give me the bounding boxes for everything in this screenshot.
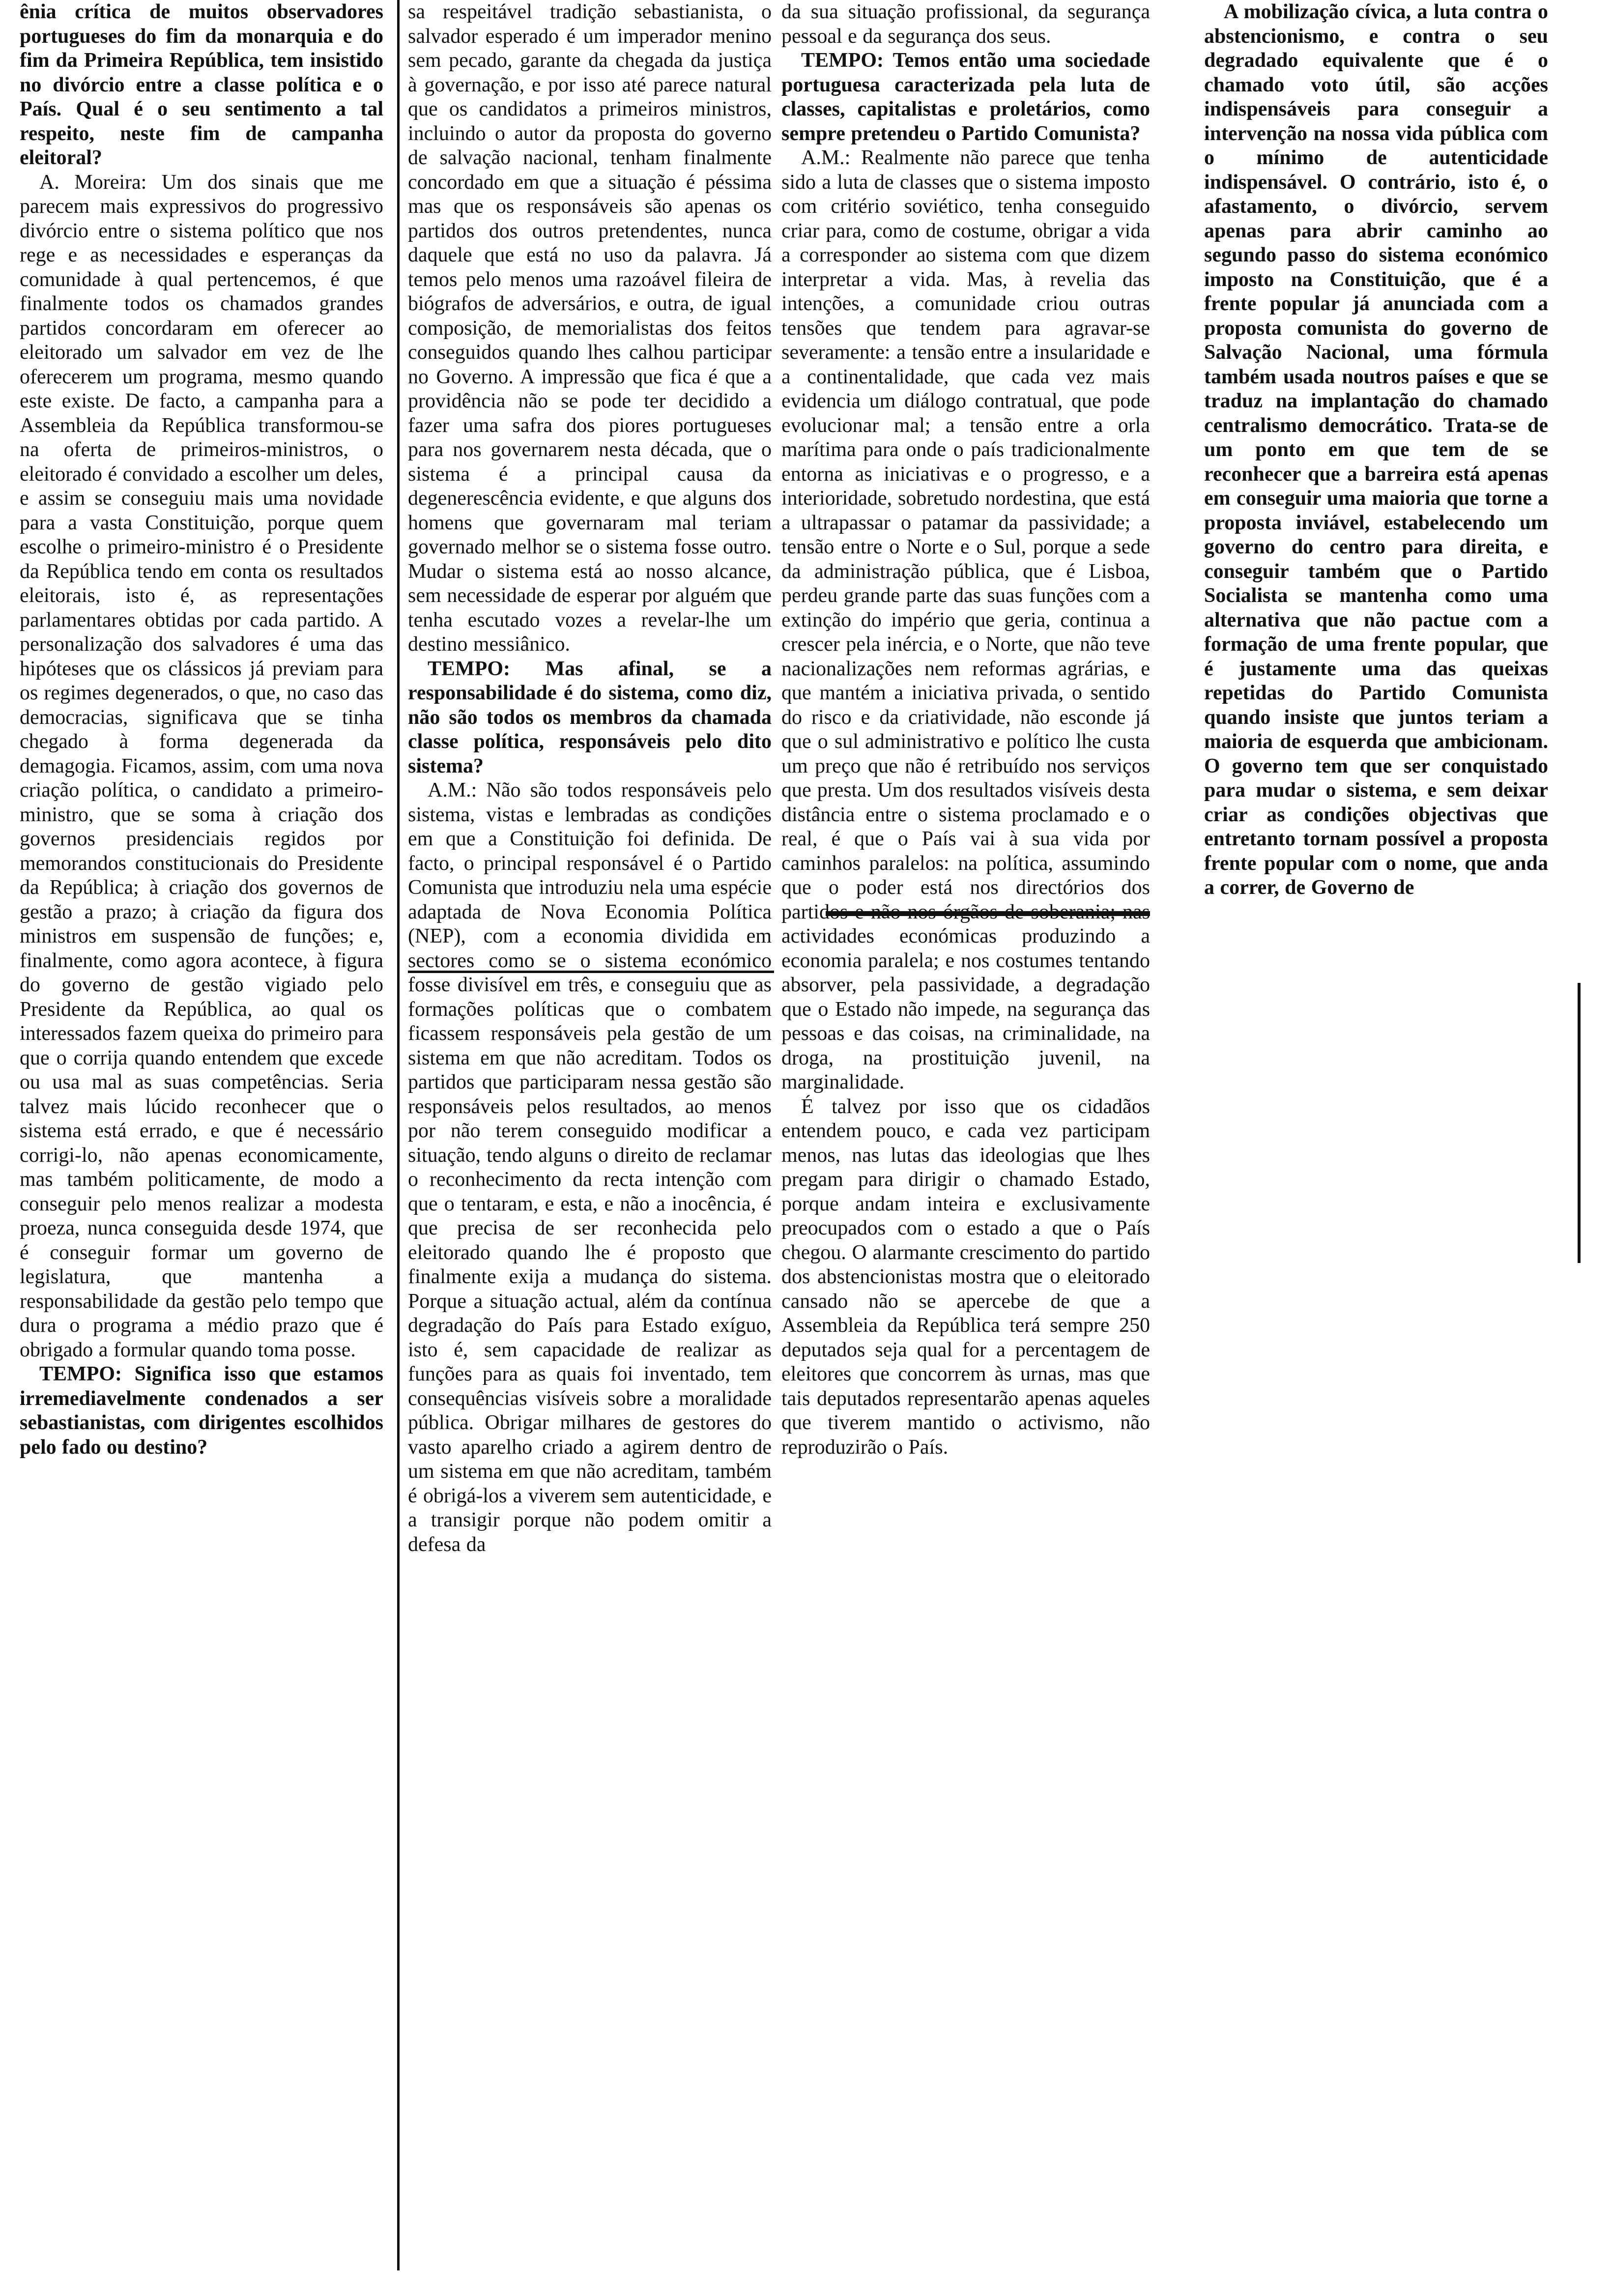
column-4: [1204, 0, 1548, 900]
column-divider: [397, 0, 400, 2270]
answer-paragraph: sa respeitável tradição sebastianista, o salvador esperado é um imperador menino sem pecado, garante da chegada da justiça à governação, e por isso até parece natural que os candidatos a primeiros ministros, incluindo o autor da proposta do governo de salvação nacional, tenham finalmente concordado em que a situação é péssima mas que os responsáveis são apenas os partidos dos outros pretendentes, nunca daquele que está no uso da palavra. Já temos pelo menos uma razoável fileira de biógrafos de adversários, e outra, de igual composição, de memorialistas dos feitos conseguidos quando lhes calhou participar no Governo. A impressão que fica é que a providência não se pode ter decidido a fazer uma safra dos piores portugueses para nos governarem nesta década, que o sistema é a principal causa da degenerescência evidente, e que alguns dos homens que governaram mal teriam governado melhor se o sistema fosse outro. Mudar o sistema está ao nosso alcance, sem necessidade de esperar por alguém que tenha escutado vozes a revelar-lhe um destino messiânico.: [408, 0, 772, 656]
answer-paragraph: da sua situação profissional, da segurança pessoal e da segurança dos seus.: [781, 0, 1150, 48]
column-3: [781, 0, 1150, 1460]
column-2: [408, 0, 772, 1557]
question-paragraph: ênia crítica de muitos observadores portugueses do fim da monarquia e do fim da Primeira República, tem insistido no divórcio entre a classe política e o País. Qual é o seu sentimento a tal respeito, neste fim de campanha eleitoral?: [20, 0, 383, 169]
answer-paragraph: A.M.: Não são todos responsáveis pelo sistema, vistas e lembradas as condições em que a Constituição foi definida. De facto, o principal responsável é o Partido Comunista que introduziu nela uma espécie adaptada de Nova Economia Política (NEP), com a economia dividida em sectores como se o sistema económico fosse divisível em três, e conseguiu que as formações políticas que o combatem ficassem responsáveis pela gestão de um sistema em que não acreditam. Todos os partidos que participaram nessa gestão são responsáveis pelos resultados, ao menos por não terem conseguido modificar a situação, tendo alguns o direito de reclamar o reconhecimento da recta intenção com que o tentaram, e esta, e não a inocência, é que precisa de ser reconhecida pelo eleitorado quando lhe é proposto que finalmente exija a mudança do sistema. Porque a situação actual, além da contínua degradação do País para Estado exíguo, isto é, sem capacidade de realizar as funções para as quais foi inventado, tem consequências visíveis sobre a moralidade pública. Obrigar milhares de gestores do vasto aparelho criado a agirem dentro de um sistema em que não acreditam, também é obrigá-los a viverem sem autenticidade, e a transigir porque não podem omitir a defesa da: [408, 779, 772, 1556]
bold-paragraph: A mobilização cívica, a luta contra o abstencionismo, e contra o seu degradado equivalente que é o chamado voto útil, são acções indispensáveis para conseguir a intervenção na nossa vida pública com o mínimo de autenticidade indispensável. O contrário, isto é, o afastamento, o divórcio, servem apenas para abrir caminho ao segundo passo do sistema económico imposto na Constituição, que é a frente popular já anunciada com a proposta comunista do governo de Salvação Nacional, uma fórmula também usada noutros países e que se traduz na implantação do chamado centralismo democrático. Trata-se de um ponto em que tem de se reconhecer que a barreira está apenas em conseguir uma maioria que torne a proposta inviável, estabelecendo um governo do centro para direita, e conseguir também que o Partido Socialista se mantenha como uma alternativa que não pactue com a formação de uma frente popular, que é justamente uma das queixas repetidas do Partido Comunista quando insiste que juntos teriam a maioria de esquerda que ambicionam. O governo tem que ser conquistado para mudar o sistema, e sem deixar criar as condições objectivas que entretanto tornam possível a proposta frente popular com o nome, que anda a correr, de Governo de: [1204, 0, 1548, 899]
margin-bar: [1578, 983, 1581, 1263]
question-paragraph: TEMPO: Significa isso que estamos irremediavelmente condenados a ser sebastianistas, com dirigentes escolhidos pelo fado ou destino?: [20, 1363, 383, 1459]
answer-paragraph: A. Moreira: Um dos sinais que me parecem mais expressivos do progressivo divórcio entre o sistema político que nos rege e as necessidades e esperanças da comunidade à qual pertencemos, é que finalmente todos os chamados grandes partidos concordaram em oferecer ao eleitorado um salvador em vez de lhe oferecerem um programa, mesmo quando este existe. De facto, a campanha para a Assembleia da República transformou-se na oferta de primeiros-ministros, o eleitorado é convidado a escolher um deles, e assim se conseguiu mais uma novidade para a vasta Constituição, porque quem escolhe o primeiro-ministro é o Presidente da República tendo em conta os resultados eleitorais, isto é, as representações parlamentares obtidas por cada partido. A personalização dos salvadores é uma das hipóteses que os clássicos já previam para os regimes degenerados, o que, no caso das democracias, significava que se tinha chegado à forma degenerada da demagogia. Ficamos, assim, com uma nova criação política, o candidato a primeiro-ministro, que se soma à criação dos governos presidenciais regidos por memorandos constitucionais do Presidente da República; à criação dos governos de gestão a prazo; à criação da figura dos ministros em suspensão de funções; e, finalmente, como agora acontece, à figura do governo de gestão vigiado pelo Presidente da República, ao qual os interessados fazem queixa do primeiro para que o corrija quando entendem que excede ou usa mal as suas competências. Seria talvez mais lúcido reconhecer que o sistema está errado, e que é necessário corrigi-lo, não apenas economicamente, mas também politicamente, de modo a conseguir pelo menos realizar a modesta proeza, nunca conseguida desde 1974, que é conseguir formar um governo de legislatura, que mantenha a responsabilidade da gestão pelo tempo que dura o programa a médio prazo que é obrigado a formular quando toma posse.: [20, 171, 383, 1361]
answer-paragraph: A.M.: Realmente não parece que tenha sido a luta de classes que o sistema imposto com critério soviético, tenha conseguido criar para, como de costume, obrigar a vida a corresponder ao sistema com que dizem interpretar a vida. Mas, à revelia das intenções, a comunidade criou outras tensões que tendem para agravar-se severamente: a tensão entre a insularidade e a continentalidade, que cada vez mais evidencia um diálogo contratual, que pode evolucionar mal; a tensão entre a orla marítima para onde o país tradicionalmente entorna as iniciativas e o progresso, e a interioridade, sobretudo nordestina, que está a ultrapassar o patamar da passividade; a tensão entre o Norte e o Sul, porque a sede da administração pública, que é Lisboa, perdeu grande parte das suas funções com a extinção do império que geria, continua a crescer pela inércia, e o Norte, que não teve nacionalizações nem reformas agrárias, e que mantém a iniciativa privada, o sentido do risco e da criatividade, não esconde já que o sul administrativo e político lhe custa um preço que não é retribuído nos serviços que presta. Um dos resultados visíveis desta distância entre o sistema proclamado e o real, é que o País vai à sua vida por caminhos paralelos: na política, assumindo que o poder está nos directórios dos partidos e não nos órgãos de soberania; nas actividades económicas produzindo a economia paralela; e nos costumes tentando absorver, pela passividade, a degradação que o Estado não impede, na segurança das pessoas e das coisas, na criminalidade, na droga, na prostituição juvenil, na marginalidade.: [781, 146, 1150, 1093]
question-paragraph: TEMPO: Mas afinal, se a responsabilidade é do sistema, como diz, não são todos os membros da chamada classe política, responsáveis pelo dito sistema?: [408, 657, 772, 777]
column-1: [20, 0, 383, 1460]
question-paragraph: TEMPO: Temos então uma sociedade portuguesa caracterizada pela luta de classes, capitalistas e proletários, como sempre pretendeu o Partido Comunista?: [781, 49, 1150, 145]
answer-paragraph: É talvez por isso que os cidadãos entendem pouco, e cada vez participam menos, nas lutas das ideologias que lhes pregam para dirigir o chamado Estado, porque andam inteira e exclusivamente preocupados com o estado a que o País chegou. O alarmante crescimento do partido dos abstencionistas mostra que o eleitorado cansado não se apercebe de que a Assembleia da República terá sempre 250 deputados seja qual for a percentagem de eleitores que concorrem às urnas, mas que tais deputados representarão apenas aqueles que tiverem mantido o activismo, não reproduzirão o País.: [781, 1095, 1150, 1459]
